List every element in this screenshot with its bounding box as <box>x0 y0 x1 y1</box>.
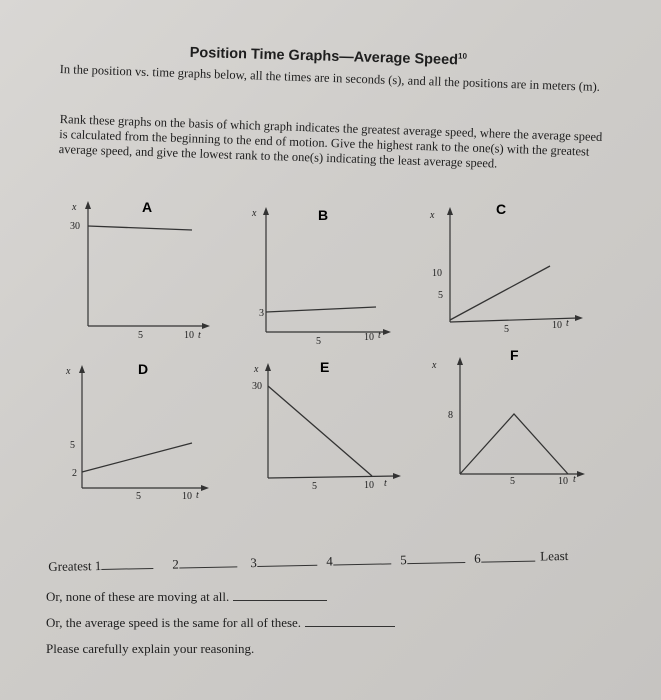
x-tick-label: 5 <box>316 336 321 347</box>
x-tick-label: 5 <box>510 476 515 487</box>
y-tick-label: 3 <box>259 308 264 319</box>
question-same-speed: Or, the average speed is the same for all of these. <box>46 614 395 631</box>
data-line <box>460 414 568 474</box>
y-axis-arrow <box>79 365 85 373</box>
same-speed-blank[interactable] <box>305 614 395 627</box>
rank-number: 4 <box>326 553 333 569</box>
x-tick-label: 10 <box>364 332 374 343</box>
rank-3-blank[interactable] <box>257 553 317 567</box>
rank-6-blank[interactable] <box>481 549 535 563</box>
graph-f <box>428 344 598 499</box>
graph-label: B <box>318 207 329 223</box>
question-none-moving: Or, none of these are moving at all. <box>46 588 327 605</box>
y-tick-label: 2 <box>72 468 77 479</box>
x-axis-symbol: x <box>430 210 435 221</box>
y-tick-label: 8 <box>448 410 453 421</box>
rank-2-blank[interactable] <box>179 554 237 568</box>
graph-d <box>58 360 218 515</box>
x-tick-label: 10 <box>552 320 562 331</box>
ranking-row <box>46 541 626 578</box>
data-line <box>268 386 372 476</box>
x-axis-symbol: x <box>254 364 259 375</box>
rank-5-blank[interactable] <box>407 550 465 564</box>
rank-4-blank[interactable] <box>333 551 391 565</box>
none-moving-blank[interactable] <box>233 588 327 601</box>
rank-number: 3 <box>250 554 257 571</box>
graph-label: C <box>496 201 507 217</box>
graph-label: A <box>142 199 153 215</box>
graph-b <box>246 202 406 357</box>
graph-label: F <box>510 347 519 363</box>
t-axis-symbol: t <box>378 330 381 341</box>
t-axis-symbol: t <box>196 490 199 501</box>
graph-label: D <box>138 361 149 377</box>
x-tick-label: 10 <box>184 330 194 341</box>
y-axis-arrow <box>457 357 463 365</box>
t-axis-symbol: t <box>198 330 201 341</box>
instructions-text: Rank these graphs on the basis of which graph indicates the greatest average speed, where the average speed is calculated from the beginning to the end of motion. Give the highest rank to the one(s) with the greatest average speed, and give the lowest rank to the one(s) indicating the least average speed. <box>58 112 603 171</box>
y-axis-arrow <box>265 363 271 371</box>
t-axis-arrow <box>393 473 401 479</box>
t-axis-arrow <box>201 485 209 491</box>
data-line <box>266 307 376 312</box>
x-tick-label: 5 <box>504 324 509 335</box>
data-line <box>88 226 192 230</box>
t-axis <box>268 476 396 478</box>
t-axis-arrow <box>202 323 210 329</box>
rank-greatest-label: Greatest 1 <box>48 557 102 574</box>
explain-prompt: Please carefully explain your reasoning. <box>46 641 255 656</box>
rank-number: 6 <box>474 550 481 566</box>
rank-1-blank[interactable] <box>101 556 153 570</box>
x-tick-label: 10 <box>558 476 568 487</box>
y-tick-label: 5 <box>438 290 443 301</box>
data-line <box>450 266 550 320</box>
y-axis-arrow <box>263 207 269 215</box>
y-axis-arrow <box>447 207 453 215</box>
t-axis-arrow <box>577 471 585 477</box>
t-axis-arrow <box>383 329 391 335</box>
graph-label: E <box>320 359 330 375</box>
y-axis-arrow <box>85 201 91 209</box>
rank-least-label: Least <box>540 547 569 564</box>
t-axis-symbol: t <box>573 474 576 485</box>
y-tick-label: 10 <box>432 268 442 279</box>
rank-number: 5 <box>400 552 407 568</box>
t-axis-symbol: t <box>384 478 387 489</box>
x-tick-label: 10 <box>182 491 192 502</box>
graph-e <box>246 358 406 513</box>
y-tick-label: 30 <box>252 381 262 392</box>
t-axis-arrow <box>575 315 583 321</box>
x-axis-symbol: x <box>432 360 437 371</box>
t-axis-symbol: t <box>566 318 569 329</box>
x-tick-label: 10 <box>364 480 374 491</box>
x-axis-symbol: x <box>252 208 257 219</box>
intro-text: In the position vs. time graphs below, all the times are in seconds (s), and all the positions are in meters (m). <box>59 62 601 94</box>
x-tick-label: 5 <box>138 330 143 341</box>
data-line <box>82 443 192 472</box>
page-title: Position Time Graphs—Average Speed$^{10}$ <box>189 44 468 69</box>
x-tick-label: 5 <box>136 491 141 502</box>
rank-number: 2 <box>172 556 179 572</box>
x-axis-symbol: x <box>66 366 71 377</box>
y-tick-label: 30 <box>70 221 80 232</box>
graph-a <box>60 196 220 351</box>
y-tick-label: 5 <box>70 440 75 451</box>
x-axis-symbol: x <box>72 202 77 213</box>
graph-c <box>428 200 598 355</box>
x-tick-label: 5 <box>312 481 317 492</box>
